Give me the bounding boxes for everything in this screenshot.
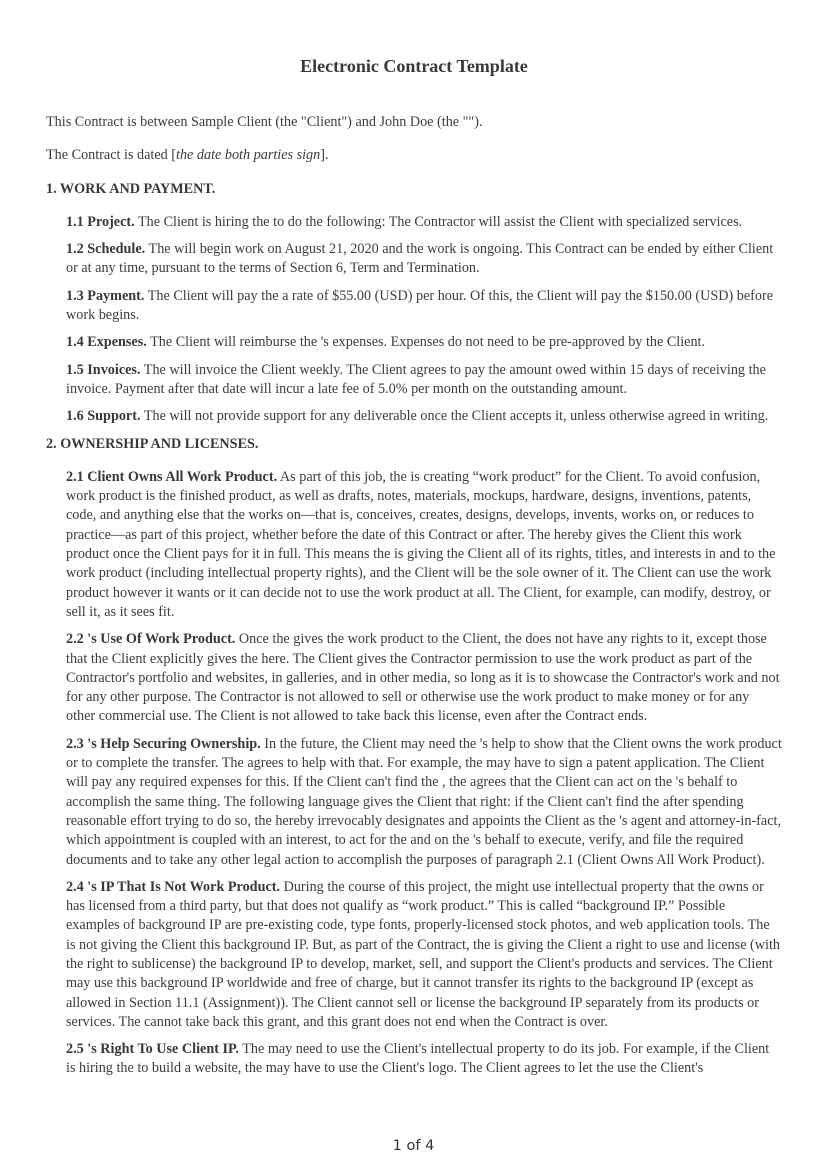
page-footer xyxy=(0,1134,827,1170)
clause-1-1-text: The Client is hiring the to do the following: The Contractor will assist the Client with specialized services. xyxy=(137,213,743,230)
section-1-heading: 1. WORK AND PAYMENT. xyxy=(46,180,216,197)
clause-2-5-text: The may need to use the Client's intellectual property to do its job. For example, if the Client is hiring the to build a website, the may have to use the Client's logo. The Client agrees to let the use the Client's xyxy=(66,1041,770,1077)
clause-2-4-label: 2.4 's IP That Is Not Work Product. xyxy=(66,878,281,895)
clause-2-5 xyxy=(66,1040,782,1079)
intro-date-placeholder: the date both parties sign xyxy=(176,147,321,164)
intro-date-suffix: ]. xyxy=(320,147,329,164)
clause-2-1-text: As part of this job, the is creating “work product” for the Client. To avoid confusion, work product is the finished product, as well as drafts, notes, materials, mockups, hardware, designs, inventions, patents, code, and anything else that the works on—that is, conceives, creates, designs, develops, invents, works on, or reduces to practice—as part of this project, whether before the date of this Contract or after. The hereby gives the Client this work product once the Client pays for it in full. This means the is giving the Client all of its rights, titles, and interests in and to the work product (including intellectual property rights), and the Client will be the sole owner of it. The Client can use the work product however it wants or it can decide not to use the work product at all. The Client, for example, can modify, destroy, or sell it, as it sees fit. xyxy=(66,468,776,620)
clause-1-4-text: The Client will reimburse the 's expenses. Expenses do not need to be pre-approved by the Client. xyxy=(150,334,706,351)
clause-1-6 xyxy=(66,407,782,426)
clause-1-1-label: 1.1 Project. xyxy=(66,213,135,230)
document-title: Electronic Contract Template xyxy=(300,56,528,76)
clause-1-6-text: The will not provide support for any deliverable once the Client accepts it, unless otherwise agreed in writing. xyxy=(143,408,769,425)
clause-2-2 xyxy=(66,630,782,726)
clause-1-3 xyxy=(66,287,782,326)
page-number: 1 of 4 xyxy=(392,1138,435,1154)
clause-1-5 xyxy=(66,361,782,400)
intro-date-prefix: The Contract is dated [ xyxy=(46,147,177,164)
clause-2-3-label: 2.3 's Help Securing Ownership. xyxy=(66,735,261,752)
clause-1-5-text: The will invoice the Client weekly. The Client agrees to pay the amount owed within 15 days of receiving the invoice. Payment after that date will incur a late fee of 5.0% per month on the outstanding amount. xyxy=(66,361,766,397)
clause-2-2-label: 2.2 's Use Of Work Product. xyxy=(66,631,236,648)
clause-1-2-text: The will begin work on August 21, 2020 and the work is ongoing. This Contract can be ended by either Client or at any time, pursuant to the terms of Section 6, Term and Termination. xyxy=(66,241,774,277)
clause-1-4 xyxy=(66,333,782,352)
clause-2-5-label: 2.5 's Right To Use Client IP. xyxy=(66,1041,239,1058)
clause-2-4 xyxy=(66,878,782,1032)
clause-2-2-text: Once the gives the work product to the Client, the does not have any rights to it, except those that the Client explicitly gives the here. The Client gives the Contractor permission to use the work product as part of the Contractor's portfolio and websites, in galleries, and in other media, so long as it is to showcase the Contractor's work and not for any other purpose. The Contractor is not allowed to sell or otherwise use the work product to make money or for any other commercial use. The Client is not allowed to take back this license, even after the Contract ends. xyxy=(66,631,780,725)
clause-2-3 xyxy=(66,735,782,870)
clause-1-2-label: 1.2 Schedule. xyxy=(66,241,146,258)
intro-parties-text: This Contract is between Sample Client (the "Client") and John Doe (the ""). xyxy=(46,114,483,130)
clause-1-3-label: 1.3 Payment. xyxy=(66,287,145,304)
section-2-heading: 2. OWNERSHIP AND LICENSES. xyxy=(46,435,259,452)
clause-1-5-label: 1.5 Invoices. xyxy=(66,361,141,378)
clause-1-6-label: 1.6 Support. xyxy=(66,408,141,425)
clause-2-1 xyxy=(66,468,782,622)
clause-1-1 xyxy=(66,213,782,232)
intro-parties-paragraph xyxy=(46,113,782,132)
clause-2-3-text: In the future, the Client may need the 's help to show that the Client owns the work product or to complete the transfer. The agrees to help with that. For example, the may have to sign a patent application. The Client will pay any required expenses for this. If the Client can't find the , the agrees that the Client can act on the 's behalf to accomplish the same thing. The following language gives the Client that right: if the Client can't find the after spending reasonable effort trying to do so, the hereby irrevocably designates and appoints the Client as the 's agent and attorney-in-fact, which appointment is coupled with an interest, to act for the and on the 's behalf to execute, verify, and file the required documents and to take any other legal action to accomplish the purposes of paragraph 2.1 (Client Owns All Work Product). xyxy=(66,735,782,868)
clause-1-4-label: 1.4 Expenses. xyxy=(66,334,147,351)
clause-1-3-text: The Client will pay the a rate of $55.00 (USD) per hour. Of this, the Client will pay the $150.00 (USD) before work begins. xyxy=(66,287,774,324)
clause-2-1-label: 2.1 Client Owns All Work Product. xyxy=(66,468,278,485)
clause-1-2 xyxy=(66,240,782,279)
clause-2-4-text: During the course of this project, the might use intellectual property that the owns or has licensed from a third party, but that does not qualify as “work product.” This is called “background IP.” Possible examples of background IP are pre-existing code, type fonts, properly-licensed stock photos, and web application tools. The is not giving the Client this background IP. But, as part of the Contract, the is giving the Client a right to use and license (with the right to sublicense) the background IP to develop, market, sell, and support the Client's products and services. The Client may use this background IP worldwide and free of charge, but it cannot transfer its rights to the background IP (except as allowed in Section 11.1 (Assignment)). The Client cannot sell or license the background IP separately from its products or services. The cannot take back this grant, and this grant does not end when the Contract is over. xyxy=(66,878,780,1030)
intro-date-paragraph xyxy=(46,146,782,165)
